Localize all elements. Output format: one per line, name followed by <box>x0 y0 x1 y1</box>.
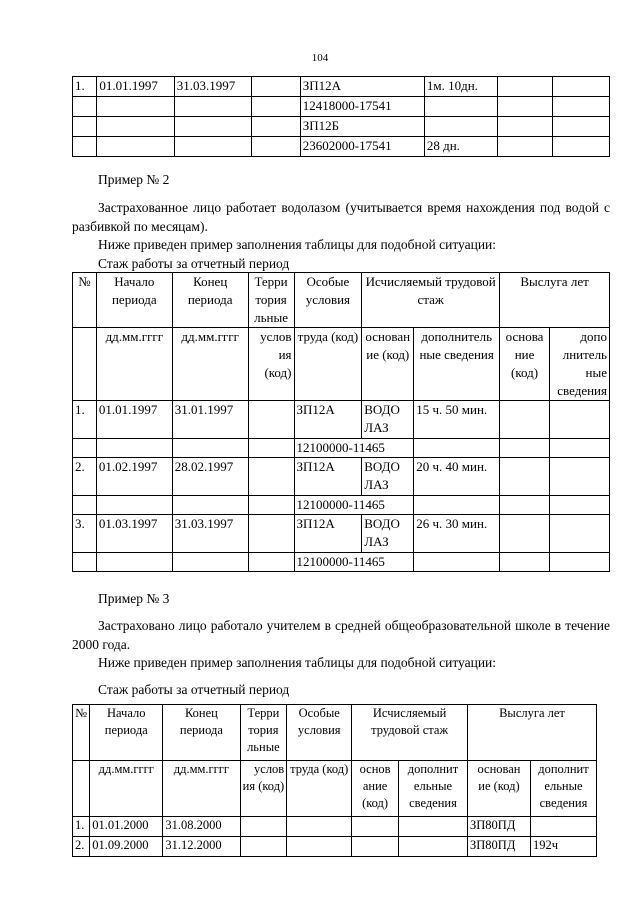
header-special-code: труда (код) <box>294 328 362 401</box>
table-cell <box>172 439 248 458</box>
example2-caption: Стаж работы за отчетный период <box>98 256 290 271</box>
service-additional-info <box>550 515 610 553</box>
row-number: 1. <box>73 401 97 439</box>
calc-base-code: ВОДО ЛАЗ <box>362 515 414 553</box>
table-cell: 1м. 10дн. <box>424 77 497 97</box>
table-cell <box>498 77 553 97</box>
header-date-format: дд.мм.гггг <box>96 328 172 401</box>
row-number: 2. <box>73 458 97 496</box>
header-num: № <box>73 705 90 761</box>
table-cell: ЗП12А <box>300 77 424 97</box>
table-cell <box>552 117 609 137</box>
table-cell <box>500 553 550 572</box>
special-conditions-code: ЗП12А <box>294 458 362 496</box>
header-territorial: Терри тория льные <box>240 705 287 761</box>
period-end: 31.03.1997 <box>172 515 248 553</box>
table-cell <box>414 553 500 572</box>
table-cell <box>73 496 97 515</box>
table-row <box>73 837 597 857</box>
table-cell <box>424 117 497 137</box>
service-additional-info: 192ч <box>530 837 596 857</box>
table-row <box>73 515 610 553</box>
table-cell <box>398 837 467 857</box>
table-cell <box>251 77 300 97</box>
header-calc-additional: дополнитель ные сведения <box>414 328 500 401</box>
header-date-format: дд.мм.гггг <box>163 761 240 817</box>
table-cell <box>287 837 352 857</box>
table-cell <box>498 97 553 117</box>
table-cell <box>287 817 352 837</box>
special-conditions-detail: 12100000-11465 <box>294 439 414 458</box>
calc-additional-info: 20 ч. 40 мин. <box>414 458 500 496</box>
table-cell <box>96 496 172 515</box>
header-service: Выслуга лет <box>468 705 597 761</box>
table-cell: 1. <box>73 77 97 97</box>
service-additional-info <box>550 458 610 496</box>
table-cell <box>550 553 610 572</box>
table-row <box>73 77 610 97</box>
example2-description: Застрахованное лицо работает водолазом (учитывается время нахождения под водой с разбивкой по месяцам). <box>72 200 610 234</box>
header-territorial-code: услов ия (код) <box>248 328 294 401</box>
table-cell <box>550 439 610 458</box>
calc-additional-info: 26 ч. 30 мин. <box>414 515 500 553</box>
table-example2 <box>72 272 610 572</box>
table-cell <box>414 439 500 458</box>
header-territorial: Терри тория льные <box>248 273 294 328</box>
table-cell <box>96 553 172 572</box>
table-cell <box>498 137 553 157</box>
table-cell <box>172 496 248 515</box>
period-start: 01.09.2000 <box>90 837 163 857</box>
table-cell <box>251 97 300 117</box>
table-cell <box>500 439 550 458</box>
header-calc-base: основан ие (код) <box>362 328 414 401</box>
header-calc-base: основ ание (код) <box>352 761 399 817</box>
table-cell <box>73 117 97 137</box>
header-special: Особые условия <box>287 705 352 761</box>
table-continuation <box>72 76 610 157</box>
header-end: Конец периода <box>172 273 248 328</box>
table-cell <box>552 137 609 157</box>
table-cell <box>97 137 174 157</box>
header-date-format: дд.мм.гггг <box>90 761 163 817</box>
service-base-code: ЗП80ПД <box>468 817 531 837</box>
header-territorial-code: услов ия (код) <box>240 761 287 817</box>
header-service-additional: допо лнитель ные сведения <box>550 328 610 401</box>
header-service-base: основан ие (код) <box>468 761 531 817</box>
header-service-additional: дополнит ельные сведения <box>530 761 596 817</box>
table-cell <box>251 137 300 157</box>
territorial-code <box>248 458 294 496</box>
special-conditions-detail: 12100000-11465 <box>294 496 414 515</box>
table-cell <box>97 117 174 137</box>
row-number: 3. <box>73 515 97 553</box>
table-cell <box>550 496 610 515</box>
calc-base-code: ВОДО ЛАЗ <box>362 458 414 496</box>
row-number: 1. <box>73 817 90 837</box>
table-example3 <box>72 704 597 857</box>
table-row <box>73 817 597 837</box>
period-start: 01.03.1997 <box>96 515 172 553</box>
example3-description: Застраховано лицо работало учителем в средней общеобразовательной школе в течение 2000 года. <box>72 618 610 652</box>
table-row <box>73 553 610 572</box>
service-additional-info <box>550 401 610 439</box>
period-start: 01.02.1997 <box>96 458 172 496</box>
table-row <box>73 137 610 157</box>
table-cell <box>398 817 467 837</box>
table-cell: 31.03.1997 <box>174 77 251 97</box>
special-conditions-code: ЗП12А <box>294 515 362 553</box>
header-calculated: Исчисляемый трудовой стаж <box>352 705 468 761</box>
table-cell <box>251 117 300 137</box>
period-end: 31.08.2000 <box>163 817 240 837</box>
table-cell <box>352 817 399 837</box>
table-cell: 12418000-17541 <box>300 97 424 117</box>
table-cell: 23602000-17541 <box>300 137 424 157</box>
special-conditions-code: ЗП12А <box>294 401 362 439</box>
table-cell <box>96 439 172 458</box>
header-special: Особые условия <box>294 273 362 328</box>
table-cell: 28 дн. <box>424 137 497 157</box>
table-cell <box>240 817 287 837</box>
calc-base-code: ВОДО ЛАЗ <box>362 401 414 439</box>
table-cell <box>414 496 500 515</box>
table-cell <box>73 97 97 117</box>
table-row <box>73 117 610 137</box>
table-row <box>73 439 610 458</box>
example3-title: Пример № 3 <box>98 591 170 606</box>
calc-additional-info: 15 ч. 50 мин. <box>414 401 500 439</box>
table-cell <box>174 117 251 137</box>
example2-intro: Ниже приведен пример заполнения таблицы для подобной ситуации: <box>98 237 497 252</box>
service-base-code <box>500 401 550 439</box>
period-end: 28.02.1997 <box>172 458 248 496</box>
table-cell <box>552 77 609 97</box>
table-cell <box>248 553 294 572</box>
table-cell <box>424 97 497 117</box>
table-cell <box>248 439 294 458</box>
header-special-code: труда (код) <box>287 761 352 817</box>
header-calc-additional: дополнит ельные сведения <box>398 761 467 817</box>
table-row <box>73 496 610 515</box>
table-cell <box>174 97 251 117</box>
table-cell <box>552 97 609 117</box>
special-conditions-detail: 12100000-11465 <box>294 553 414 572</box>
table-cell <box>352 837 399 857</box>
table-cell <box>174 137 251 157</box>
service-additional-info <box>530 817 596 837</box>
header-start: Начало периода <box>90 705 163 761</box>
table-cell <box>97 97 174 117</box>
table-row <box>73 97 610 117</box>
period-start: 01.01.2000 <box>90 817 163 837</box>
header-num: № <box>73 273 97 328</box>
table-cell: 01.01.1997 <box>97 77 174 97</box>
table-cell <box>498 117 553 137</box>
table-cell <box>73 553 97 572</box>
service-base-code <box>500 515 550 553</box>
header-start: Начало периода <box>96 273 172 328</box>
period-start: 01.01.1997 <box>96 401 172 439</box>
header-calculated: Исчисляемый трудовой стаж <box>362 273 500 328</box>
table-cell <box>172 553 248 572</box>
header-date-format: дд.мм.гггг <box>172 328 248 401</box>
territorial-code <box>248 515 294 553</box>
row-number: 2. <box>73 837 90 857</box>
territorial-code <box>248 401 294 439</box>
example3-intro: Ниже приведен пример заполнения таблицы для подобной ситуации: <box>98 655 497 670</box>
example3-caption: Стаж работы за отчетный период <box>98 682 290 697</box>
table-cell <box>248 496 294 515</box>
table-cell <box>73 439 97 458</box>
table-row <box>73 458 610 496</box>
header-service: Выслуга лет <box>500 273 610 328</box>
table-row <box>73 401 610 439</box>
table-cell: ЗП12Б <box>300 117 424 137</box>
period-end: 31.12.2000 <box>163 837 240 857</box>
header-service-base: основа ние (код) <box>500 328 550 401</box>
table-cell <box>240 837 287 857</box>
header-end: Конец периода <box>163 705 240 761</box>
service-base-code <box>500 458 550 496</box>
service-base-code: ЗП80ПД <box>468 837 531 857</box>
table-cell <box>500 496 550 515</box>
period-end: 31.01.1997 <box>172 401 248 439</box>
page-number: 104 <box>311 52 329 64</box>
example2-title: Пример № 2 <box>98 172 170 187</box>
table-cell <box>73 137 97 157</box>
